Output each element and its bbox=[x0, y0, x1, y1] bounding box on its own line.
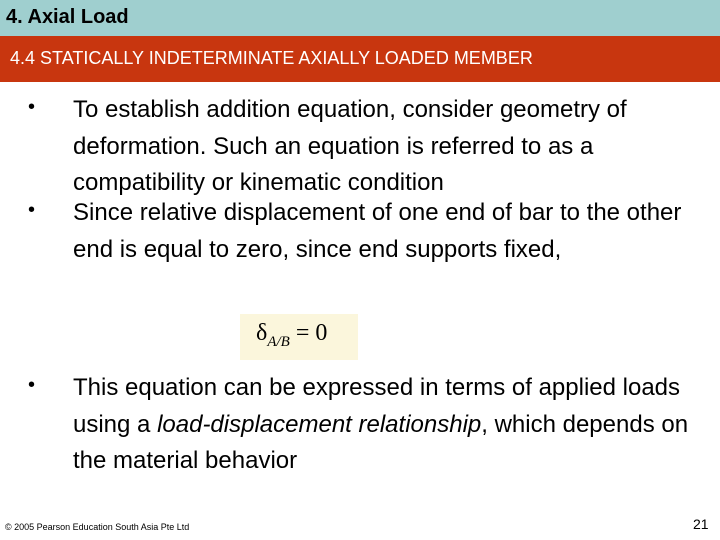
bullet-text-part: , which depends on the material behavior bbox=[73, 410, 689, 474]
bullet-text-part: This equation can be expressed in terms of applied loads using a bbox=[73, 374, 681, 438]
equation-box bbox=[240, 314, 358, 360]
bullet-text bbox=[73, 370, 698, 480]
bullet-marker: • bbox=[28, 374, 36, 396]
equation-subscript: A/B bbox=[267, 334, 290, 350]
bullet-text-italic: load-displacement relationship bbox=[157, 410, 482, 438]
page-number: 21 bbox=[693, 516, 709, 532]
header-bar bbox=[0, 0, 720, 36]
copyright-notice: © 2005 Pearson Education South Asia Pte Ltd bbox=[5, 522, 190, 532]
section-bar bbox=[0, 36, 720, 82]
bullet-marker: • bbox=[28, 96, 36, 118]
bullet-text: To establish addition equation, consider geometry of deformation. Such an equation is referred to as a compatibility or kinematic condition bbox=[73, 96, 627, 196]
equation-rhs: = 0 bbox=[289, 320, 328, 346]
section-title: 4.4 STATICALLY INDETERMINATE AXIALLY LOADED MEMBER bbox=[10, 48, 533, 68]
compatibility-equation bbox=[256, 320, 327, 351]
chapter-title: 4. Axial Load bbox=[6, 6, 129, 28]
bullet-text: Since relative displacement of one end of bar to the other end is equal to zero, since end supports fixed, bbox=[73, 199, 682, 263]
bullet-marker: • bbox=[28, 199, 36, 221]
delta-symbol: δ bbox=[256, 320, 268, 346]
